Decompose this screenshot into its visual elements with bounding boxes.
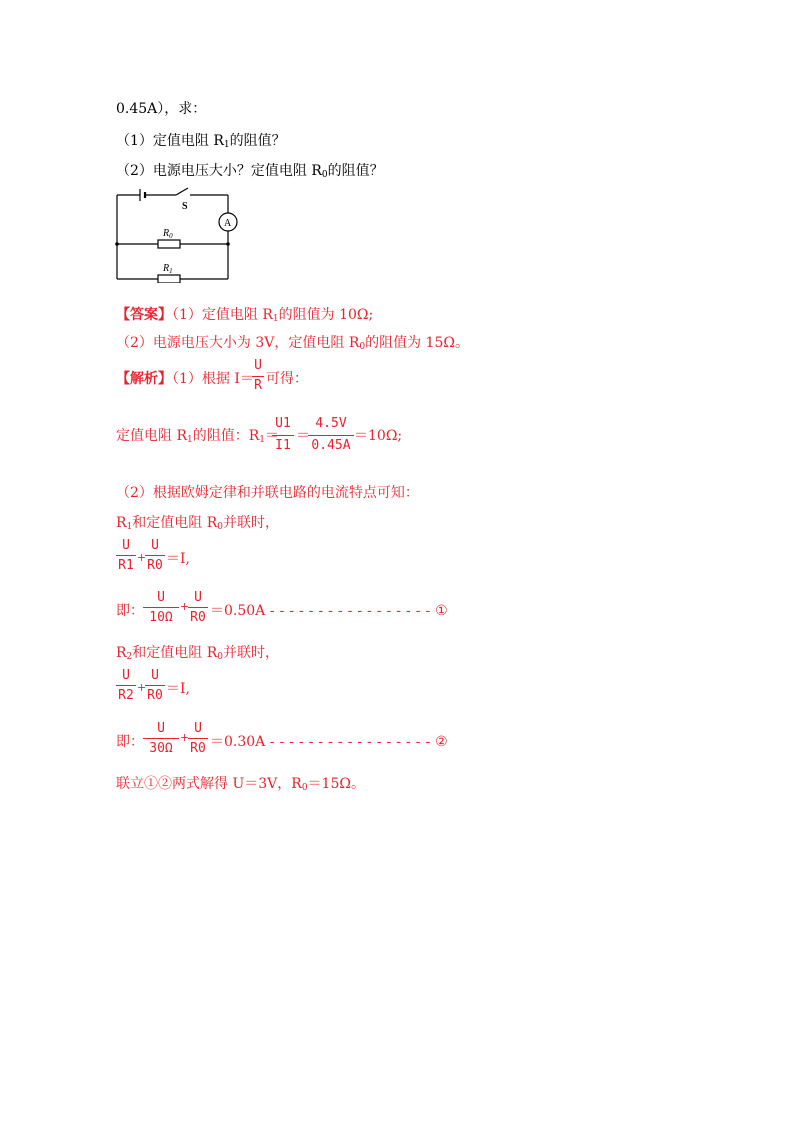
eq2-marker: ②	[435, 734, 448, 750]
question-1: （1）定值电阻 $R_1$的阻值？	[116, 133, 286, 150]
answer-2: （2）电源电压大小为 3V，定值电阻 $R_0$的阻值为 15Ω。	[116, 335, 469, 352]
junction-left	[115, 242, 119, 246]
eq2n-result: ＝0.30A -----------------②	[210, 734, 448, 750]
fraction-u-over-r: U R	[252, 358, 264, 398]
analysis-step-3: （2）根据欧姆定律和并联电路的电流特点可知：	[116, 485, 419, 501]
final-solution: 联立①②两式解得 U＝3V，$R_0=15\Omega$。	[116, 776, 365, 793]
analysis-step-1-tail: 可得：	[266, 371, 308, 387]
analysis-step-2: 定值电阻 $R_1$的阻值：$R_1=$	[116, 428, 280, 445]
analysis-step-1: 【解析】（1）根据 I＝	[116, 371, 254, 387]
eq2-plus: +	[137, 681, 147, 694]
eq1-fraction-u-over-r1: U R1	[116, 538, 136, 578]
eq2n-fraction-u-over-30: U 30Ω	[143, 721, 179, 761]
eq2-fraction-u-over-r2: U R2	[116, 668, 136, 708]
eq2n-fraction-u-over-r0: U R0	[188, 721, 208, 761]
eq1-plus: +	[137, 551, 147, 564]
eq2-fraction-u-over-r0: U R0	[145, 668, 165, 708]
eq1n-result: ＝0.50A -----------------①	[210, 603, 448, 619]
equals-sign: ＝	[296, 428, 310, 444]
analysis-tag: 【解析】	[116, 371, 172, 387]
eq2-result: ＝I,	[166, 681, 190, 697]
circuit-diagram	[110, 183, 250, 283]
eq1n-fraction-u-over-r0: U R0	[188, 590, 208, 630]
question-continuation: 0.45A），求：	[116, 101, 207, 117]
analysis-step-2-result: ＝10Ω;	[354, 428, 403, 444]
analysis-step-4: $R_1$和定值电阻 $R_0$并联时，	[116, 515, 280, 532]
question-2: （2）电源电压大小？定值电阻 $R_0$的阻值？	[116, 163, 384, 180]
r0-label: $R_0$	[163, 228, 173, 240]
eq2n-plus: +	[180, 731, 190, 744]
fraction-u1-over-i1: U1 I1	[272, 416, 294, 458]
eq1-prefix: 即：	[116, 603, 144, 619]
analysis-step-5: $R_2$和定值电阻 $R_0$并联时，	[116, 645, 280, 662]
eq1-fraction-u-over-r0: U R0	[145, 538, 165, 578]
eq1-marker: ①	[435, 603, 448, 619]
fraction-4-5v-over-0-45a: 4.5V 0.45A	[308, 416, 354, 458]
eq2-prefix: 即：	[116, 734, 144, 750]
switch-label: S	[182, 201, 188, 212]
r1-label: $R_1$	[163, 263, 173, 275]
switch-blade	[176, 188, 188, 195]
r1-resistor	[158, 275, 180, 283]
ammeter-label: A	[224, 218, 232, 229]
r0-resistor	[158, 240, 180, 248]
answer-tag: 【答案】	[116, 307, 172, 323]
junction-right	[226, 242, 230, 246]
eq1n-plus: +	[180, 600, 190, 613]
answer-1: 【答案】（1）定值电阻 $R_1$的阻值为 10Ω;	[116, 307, 374, 324]
eq1n-fraction-u-over-10: U 10Ω	[143, 590, 179, 630]
eq1-result: ＝I,	[166, 551, 190, 567]
